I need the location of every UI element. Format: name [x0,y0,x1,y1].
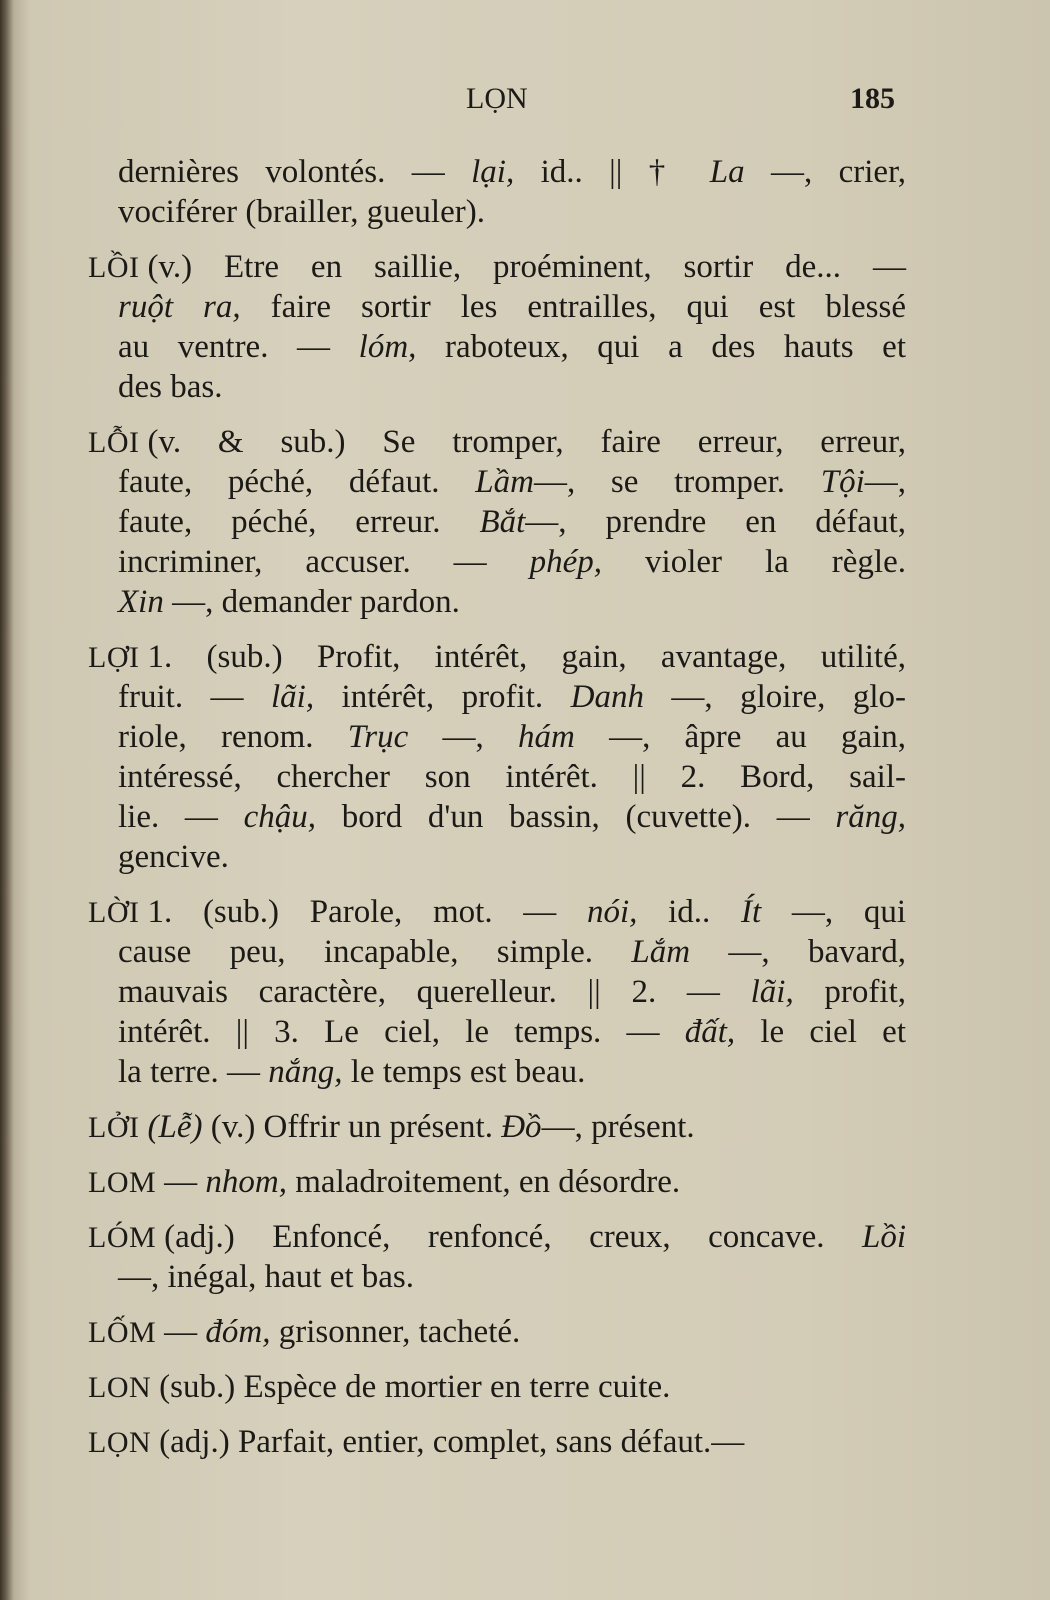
entry-line [88,462,906,502]
page-number: 185 [850,82,895,115]
definition-text: —, demander pardon. [163,584,460,620]
entry-line [88,717,906,757]
dictionary-entry [88,1217,906,1297]
definition-text: —, prendre en défaut, [525,504,906,540]
definition-text: intérêt, profit. [314,679,571,715]
vietnamese-term: chậu, [243,799,317,835]
entry-line [88,677,906,717]
definition-text: —, gloire, glo- [643,679,906,715]
definition-text: fruit. — [118,679,271,715]
entry-line [88,797,906,837]
headword: LỢI [88,641,140,674]
definition-text: lie. — [118,799,244,835]
entry-line [88,1217,906,1257]
dictionary-entry [88,637,906,877]
vietnamese-term: Lắm [631,934,691,970]
dictionary-entry [88,1107,906,1147]
definition-text: au ventre. — [118,329,359,365]
vietnamese-term: Trục [347,719,409,755]
definition-text: faire sortir les entrailles, qui est blessé [240,289,906,325]
definition-text: (sub.) Espèce de mortier en terre cuite. [159,1369,671,1405]
dictionary-entry [88,1367,906,1407]
vietnamese-term: phép, [529,544,603,580]
definition-text: id.. [637,894,741,930]
entry-line [88,152,906,192]
definition-text: faute, péché, erreur. [118,504,480,540]
headword: LON [88,1371,152,1404]
definition-text: 1. (sub.) Profit, intérêt, gain, avantage, utilité, [147,639,906,675]
definition-text: le temps est beau. [342,1054,586,1090]
definition-text: bord d'un bassin, (cuvette). — [316,799,836,835]
dictionary-entry [88,1162,906,1202]
entry-line [88,1422,906,1462]
definition-text: mauvais caractère, querelleur. || 2. — [118,974,751,1010]
vietnamese-term: hám [518,719,575,755]
definition-text: —, [408,719,518,755]
vietnamese-term: lại, [471,154,515,190]
definition-text: violer la règle. [602,544,906,580]
entry-line [88,837,906,877]
definition-text: vociférer (brailler, gueuler). [118,194,485,230]
dictionary-entry [88,152,906,232]
headword: LÓM [88,1221,157,1254]
definition-text: (adj.) Parfait, entier, complet, sans défaut.— [159,1424,745,1460]
definition-text: —, se tromper. [533,464,821,500]
entry-line [88,757,906,797]
definition-text: (v.) Etre en saillie, proéminent, sortir de... — [147,249,906,285]
vietnamese-term: ruột ra, [118,289,241,325]
entry-line [88,1312,906,1352]
definition-text: incriminer, accuser. — [118,544,530,580]
definition-text: (v.) Offrir un présent. [202,1109,502,1145]
vietnamese-term: răng, [835,799,906,835]
definition-text: —, inégal, haut et bas. [118,1259,415,1295]
entry-line [88,327,906,367]
vietnamese-term: lóm, [358,329,417,365]
vietnamese-term: Xin [118,584,164,620]
vietnamese-term: nắng, [268,1054,343,1090]
entry-line [88,247,906,287]
vietnamese-term: nói, [586,894,638,930]
dictionary-entry [88,247,906,407]
vietnamese-term: lãi, [271,679,315,715]
definition-text: id.. || † [514,154,710,190]
entry-line [88,972,906,1012]
entry-line [88,1367,906,1407]
entry-line [88,542,906,582]
entry-line [88,582,906,622]
entry-line [88,1257,906,1297]
definition-text: grisonner, tacheté. [270,1314,521,1350]
definition-text: —, âpre au gain, [574,719,907,755]
vietnamese-term: Lầm [475,464,534,500]
entry-line [88,287,906,327]
dictionary-body [88,152,906,1477]
entry-line [88,1107,906,1147]
entry-line [88,1052,906,1092]
headword: LOM [88,1166,157,1199]
definition-text: —, qui [761,894,907,930]
definition-text: faute, péché, défaut. [118,464,476,500]
vietnamese-term: Bắt [479,504,526,540]
dictionary-entry [88,1312,906,1352]
definition-text: (v. & sub.) Se tromper, faire erreur, erreur, [147,424,906,460]
vietnamese-term: Lồi [861,1219,906,1255]
headword: LỞI [88,1111,140,1144]
definition-text: —, présent. [541,1109,695,1145]
running-head: LỌN [466,82,528,115]
definition-text: le ciel et [735,1014,906,1050]
headword: LỖI [88,426,140,459]
definition-text: des bas. [118,369,223,405]
headword: LỒI [88,251,140,284]
definition-text: la terre. — [118,1054,269,1090]
entry-line [88,422,906,462]
entry-line [88,932,906,972]
vietnamese-term: La [709,154,745,190]
definition-text: intéressé, chercher son intérêt. || 2. Bord, sail- [118,759,906,795]
headword: LỜI [88,896,140,929]
dictionary-entry [88,892,906,1092]
definition-text: 1. (sub.) Parole, mot. — [147,894,587,930]
definition-text: riole, renom. [118,719,348,755]
definition-text: profit, [793,974,906,1010]
definition-text: maladroitement, en désordre. [287,1164,681,1200]
vietnamese-term: Tội [820,464,865,500]
vietnamese-term: Danh [570,679,644,715]
vietnamese-term: lãi, [750,974,794,1010]
page-header [0,82,1050,122]
definition-text: —, bavard, [690,934,906,970]
definition-text: dernières volontés. — [118,154,472,190]
definition-text: — [164,1164,206,1200]
entry-line [88,892,906,932]
definition-text: gencive. [118,839,229,875]
definition-text: —, [864,464,906,500]
vietnamese-term: nhom, [205,1164,288,1200]
definition-text: —, crier, [744,154,906,190]
vietnamese-term: Đồ [501,1109,542,1145]
vietnamese-term: Ít [741,894,762,930]
definition-text: intérêt. || 3. Le ciel, le temps. — [118,1014,685,1050]
definition-text: raboteux, qui a des hauts et [416,329,906,365]
headword: LỌN [88,1426,152,1459]
definition-text: (adj.) Enfoncé, renfoncé, creux, concave. [164,1219,862,1255]
vietnamese-term: (Lễ) [147,1109,203,1145]
definition-text: cause peu, incapable, simple. [118,934,632,970]
entry-line [88,1162,906,1202]
vietnamese-term: đất, [684,1014,736,1050]
vietnamese-term: đóm, [205,1314,271,1350]
entry-line [88,502,906,542]
dictionary-entry [88,422,906,622]
dictionary-entry [88,1422,906,1462]
entry-line [88,637,906,677]
entry-line [88,192,906,232]
entry-line [88,367,906,407]
headword: LỐM [88,1316,157,1349]
entry-line [88,1012,906,1052]
definition-text: — [164,1314,206,1350]
